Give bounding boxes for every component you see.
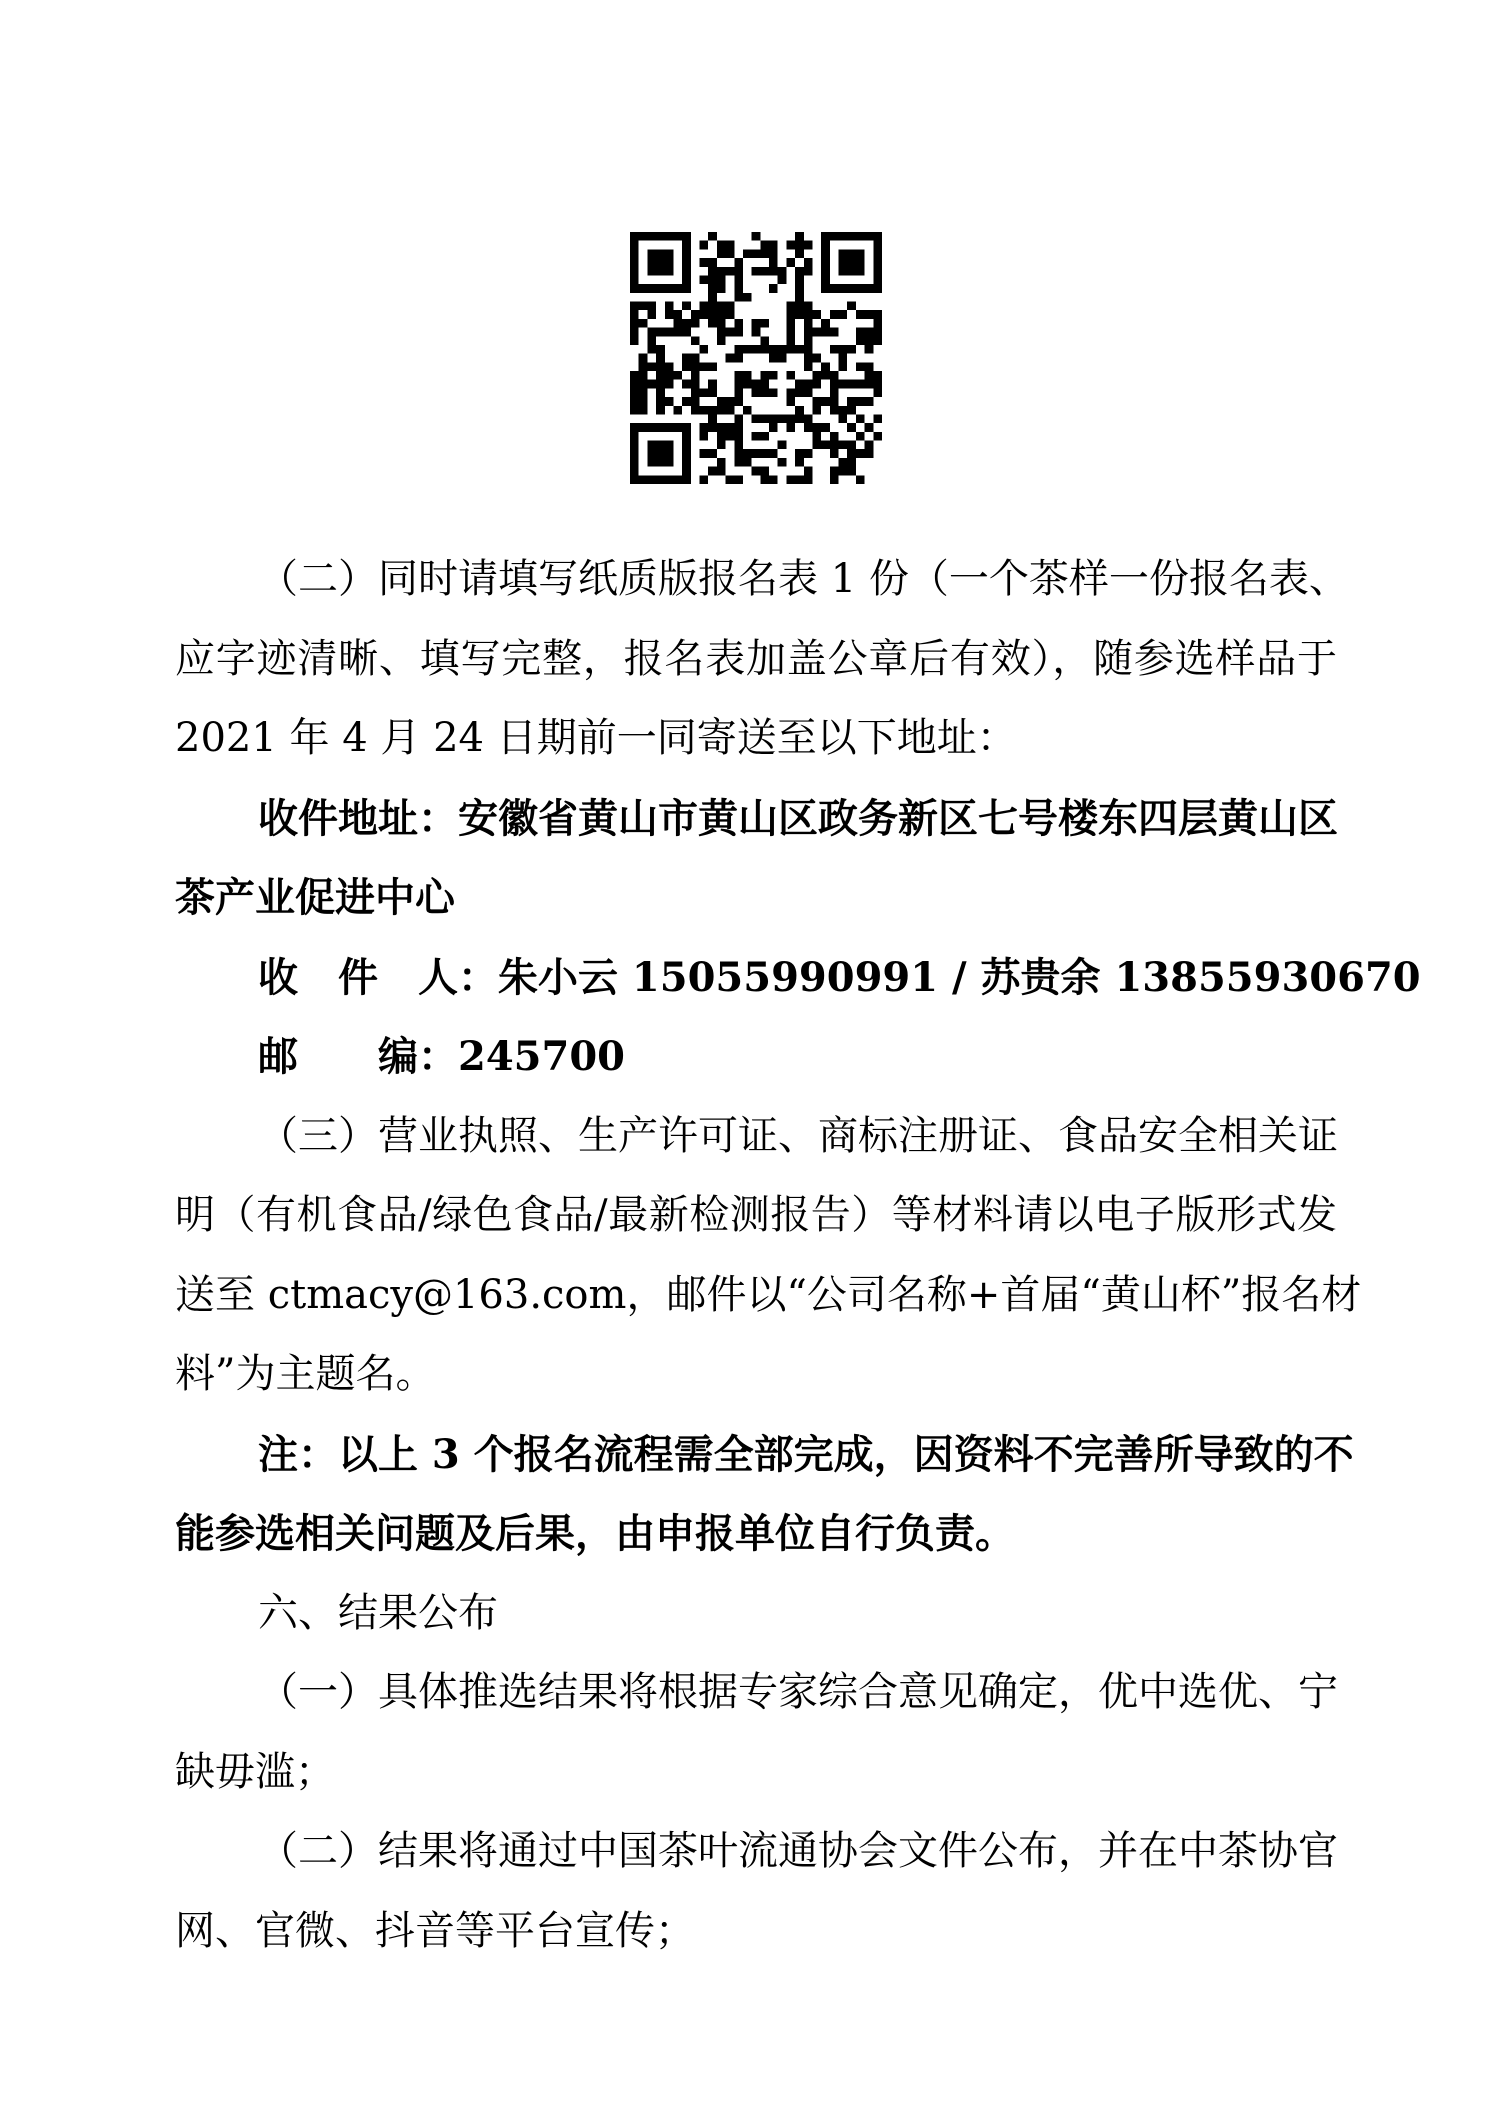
paragraph-results-2-end: 网、官微、抖音等平台宣传； [175,1907,695,1954]
paragraph-documents-cont: 明（有机食品/绿色食品/最新检测报告）等材料请以电子版形式发 [175,1192,1337,1238]
paragraph-documents-end: 料”为主题名。 [175,1351,436,1397]
paragraph-documents: （三）营业执照、生产许可证、商标注册证、食品安全相关证 [258,1112,1338,1159]
paragraph-results-1: （一）具体推选结果将根据专家综合意见确定，优中选优、宁 [258,1669,1338,1715]
section-heading-results: 六、结果公布 [258,1589,498,1636]
paragraph-paper-form: （二）同时请填写纸质版报名表 1 份（一个茶样一份报名表、 [258,556,1349,602]
paragraph-paper-form-cont: 应字迹清晰、填写完整，报名表加盖公章后有效），随参选样品于 [175,635,1337,682]
mailing-address-cont: 茶产业促进中心 [175,874,455,921]
qr-code-icon [630,232,882,484]
paragraph-results-1-end: 缺毋滥； [175,1748,335,1795]
paragraph-paper-form-end: 2021 年 4 月 24 日期前一同寄送至以下地址： [175,715,1017,761]
note: 注：以上 3 个报名流程需全部完成，因资料不完善所导致的不 [258,1430,1354,1478]
document-body [175,540,1421,1971]
paragraph-results-2: （二）结果将通过中国茶叶流通协会文件公布，并在中茶协官 [258,1828,1338,1874]
postal-code: 邮 编：245700 [258,1033,625,1080]
recipient-contacts: 收 件 人：朱小云 15055990991 / 苏贵余 13855930670 [258,953,1421,1001]
paragraph-documents-email: 送至 ctmacy@163.com，邮件以“公司名称+首届“黄山杯”报名材 [175,1271,1362,1318]
note-cont: 能参选相关问题及后果，由申报单位自行负责。 [175,1510,1015,1557]
mailing-address: 收件地址：安徽省黄山市黄山区政务新区七号楼东四层黄山区 [258,794,1338,842]
